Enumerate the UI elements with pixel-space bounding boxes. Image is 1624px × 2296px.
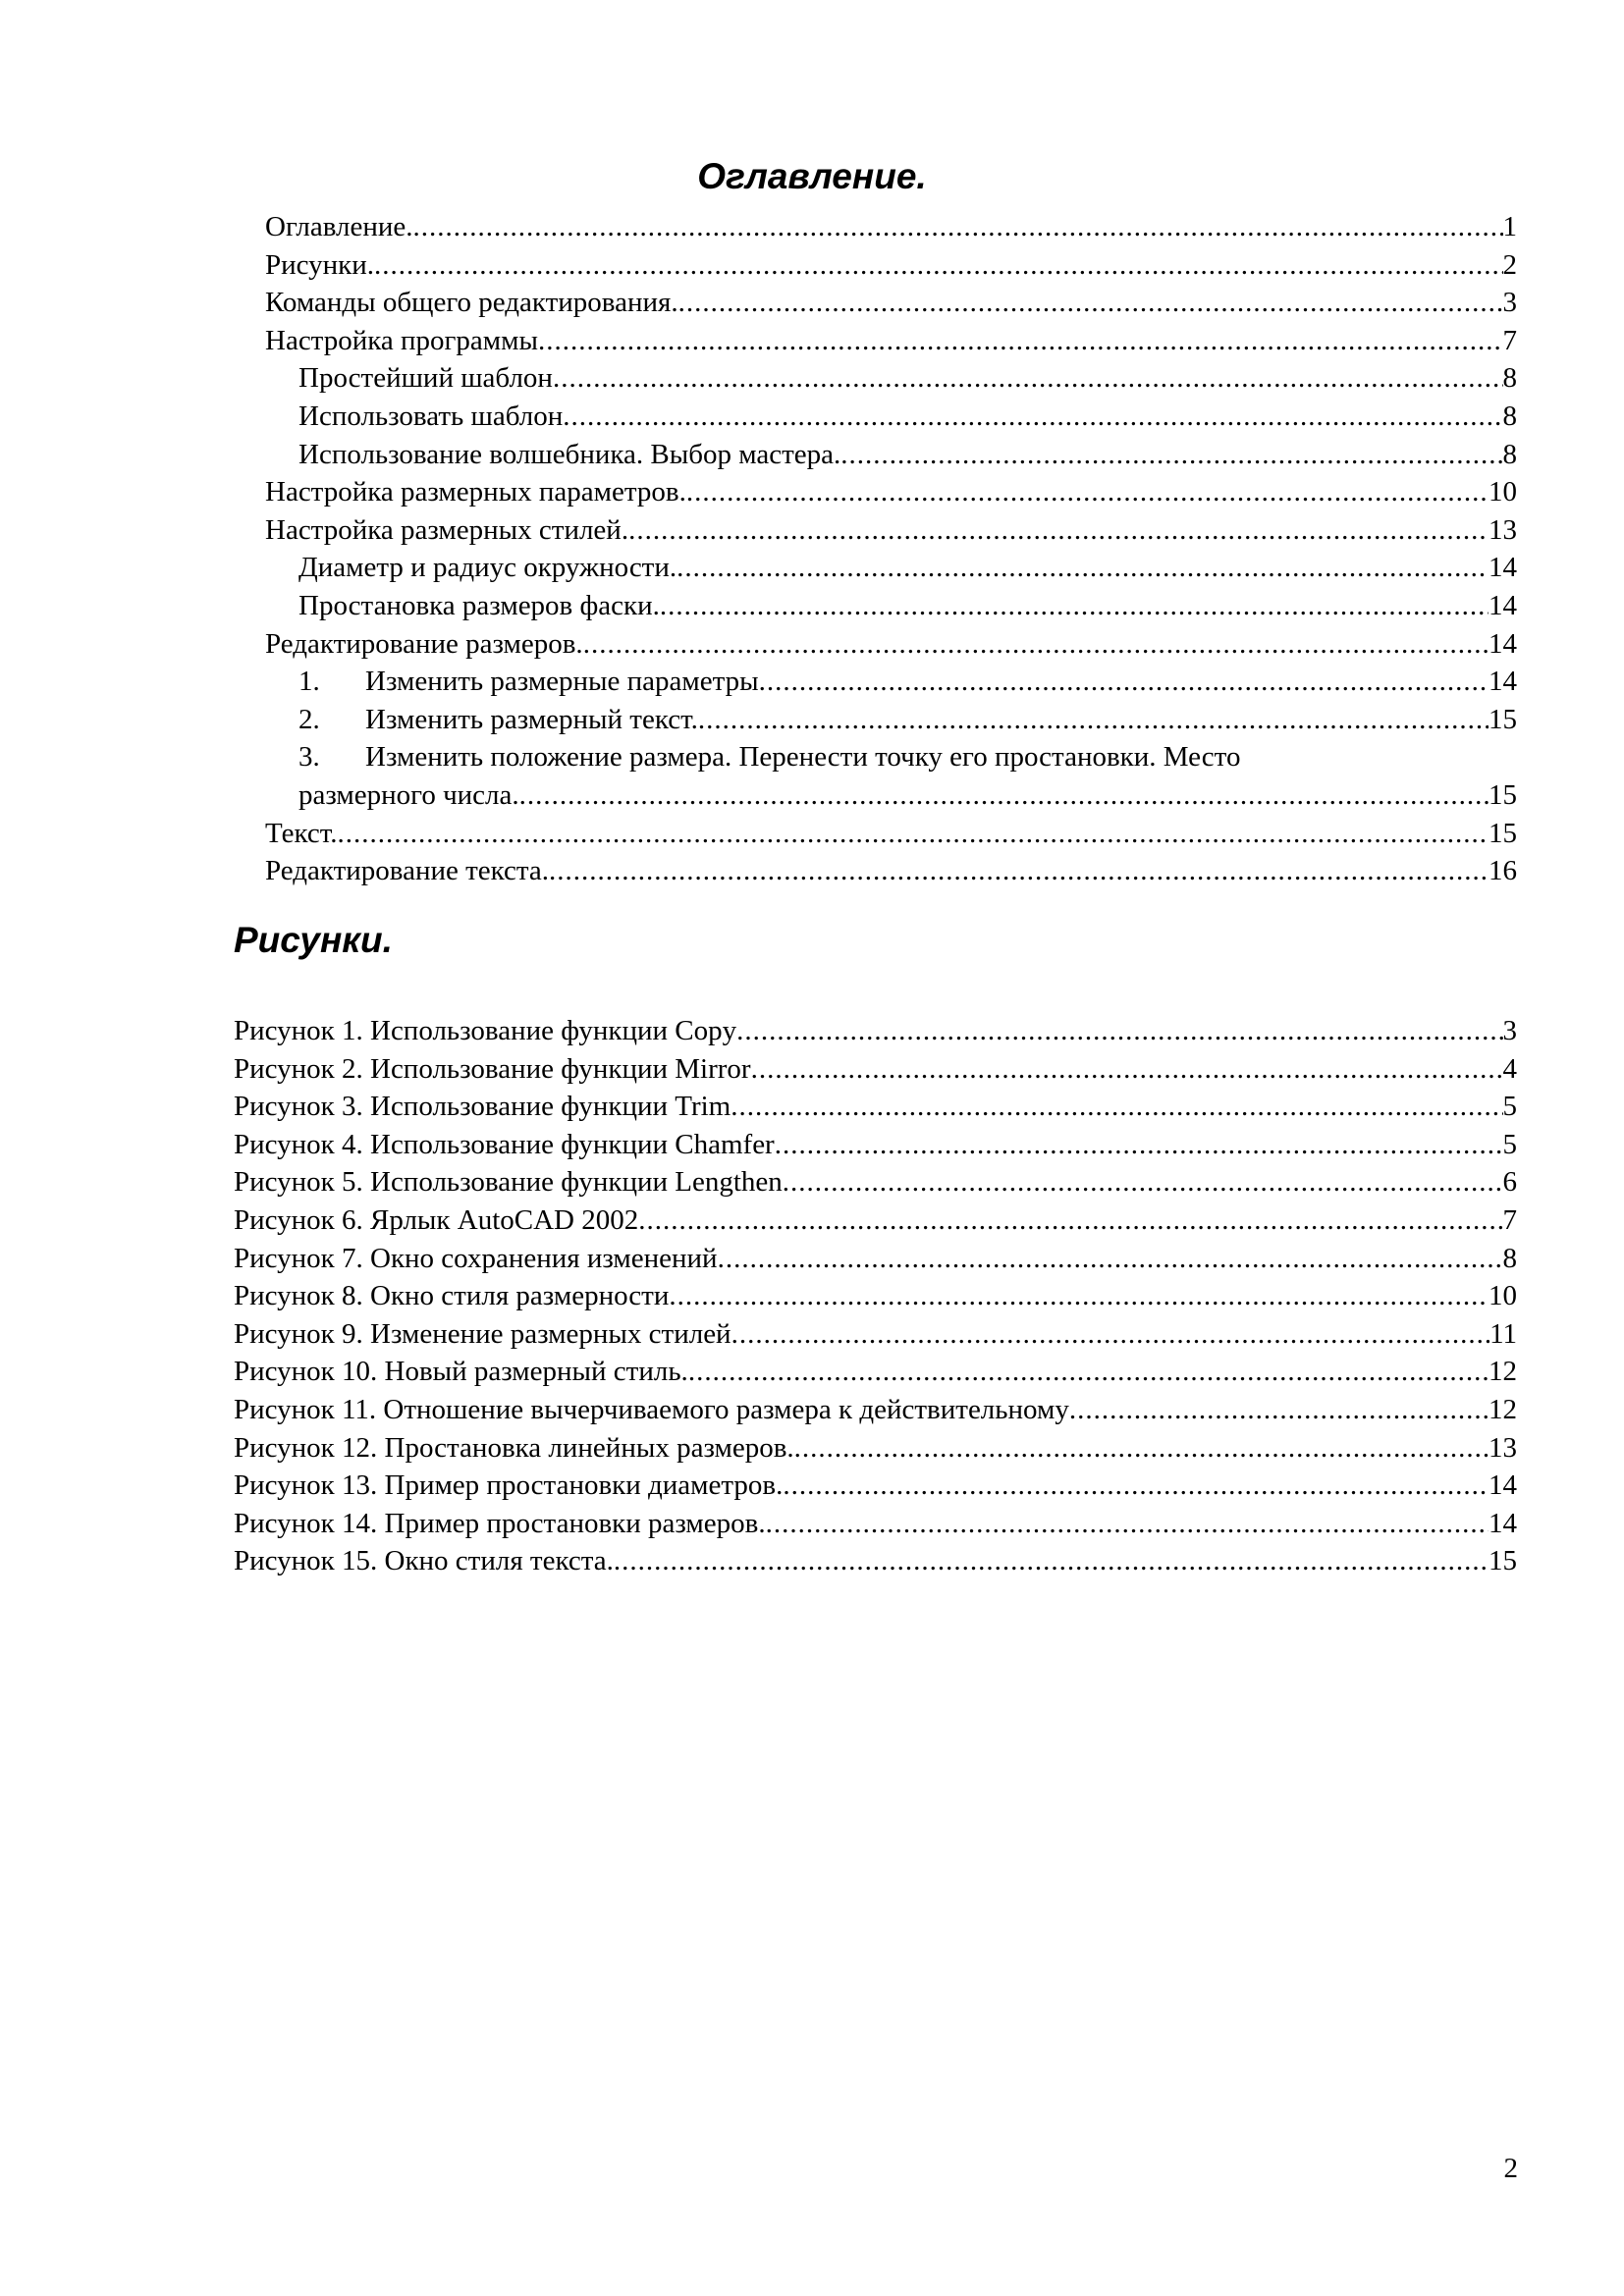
toc-subentry[interactable] [265, 398, 1517, 436]
dot-leader [678, 284, 1503, 322]
toc-entry-text: Текст. [265, 817, 338, 849]
figure-entry-page: 14 [1489, 1469, 1517, 1502]
figure-entry[interactable] [234, 1391, 1517, 1429]
toc-entry-page: 15 [1489, 817, 1517, 849]
dot-leader [736, 1012, 1502, 1050]
dot-leader [688, 1353, 1489, 1391]
toc-entry-page: 14 [1489, 627, 1517, 660]
dot-leader [677, 549, 1489, 587]
figure-entry[interactable] [234, 1542, 1517, 1580]
figure-entry-page: 6 [1502, 1166, 1517, 1199]
toc-entry-page: 14 [1489, 589, 1517, 621]
toc-subentry[interactable] [265, 436, 1517, 474]
toc-entry-page: 1 [1502, 211, 1517, 242]
toc-entry-text: Изменить положение размера. Перенести точку его простановки. Место [365, 741, 1241, 774]
figure-entry-page: 14 [1489, 1507, 1517, 1539]
toc-entry-page: 8 [1502, 362, 1517, 395]
toc-numbered-entry[interactable] [265, 701, 1517, 739]
figure-entry[interactable] [234, 1505, 1517, 1543]
dot-leader [538, 322, 1503, 360]
dot-leader [731, 1315, 1489, 1354]
toc-entry-text: Команды общего редактирования. [265, 287, 678, 319]
dot-leader [840, 436, 1502, 474]
figure-entry[interactable] [234, 1353, 1517, 1391]
dot-leader [553, 359, 1503, 398]
toc-entry-page: 8 [1502, 400, 1517, 432]
toc-entry-text: Диаметр и радиус окружности. [298, 552, 677, 584]
figure-entry-text: Рисунок 10. Новый размерный стиль. [234, 1356, 688, 1388]
toc-entry-text-continued: размерного числа. [298, 778, 519, 811]
dot-leader [413, 208, 1503, 246]
figure-entry-text: Рисунок 2. Использование функции Mirror [234, 1052, 751, 1085]
toc-numbered-entry[interactable] [265, 663, 1517, 701]
dot-leader [794, 1429, 1489, 1468]
dot-leader [549, 852, 1489, 890]
toc-entry-page: 14 [1489, 552, 1517, 584]
figure-entry-page: 12 [1489, 1393, 1517, 1425]
figure-entry-page: 7 [1502, 1203, 1517, 1236]
dot-leader [698, 701, 1489, 739]
toc-entry-text: Редактирование текста. [265, 855, 550, 887]
toc-entry-page: 16 [1489, 855, 1517, 887]
toc-entry-page: 14 [1489, 666, 1517, 698]
toc-entry-number: 1. [298, 666, 320, 698]
dot-leader [783, 1163, 1503, 1201]
toc-entry-page: 7 [1502, 324, 1517, 356]
toc-entry-page: 15 [1489, 778, 1517, 811]
figure-entry[interactable] [234, 1012, 1517, 1050]
figure-entry-page: 8 [1502, 1242, 1517, 1274]
toc-entry-page: 10 [1489, 476, 1517, 508]
toc-entry[interactable] [265, 815, 1517, 853]
toc-entry[interactable] [265, 625, 1517, 664]
toc-entry-text: Настройка размерных параметров. [265, 476, 686, 508]
toc-entry-text: Рисунки. [265, 248, 375, 281]
figure-entry[interactable] [234, 1050, 1517, 1089]
toc-entry[interactable] [265, 473, 1517, 511]
toc-entry[interactable] [265, 208, 1517, 246]
dot-leader [660, 587, 1489, 625]
figure-entry-text: Рисунок 5. Использование функции Lengthen [234, 1166, 783, 1199]
figure-entry[interactable] [234, 1201, 1517, 1240]
dot-leader [783, 1467, 1489, 1505]
toc-entry[interactable] [265, 246, 1517, 285]
toc-entry-text: Редактирование размеров. [265, 627, 583, 660]
figure-entry-text: Рисунок 1. Использование функции Copy [234, 1015, 737, 1046]
dot-leader [751, 1050, 1503, 1089]
toc-entry-page: 13 [1489, 513, 1517, 546]
toc-subentry[interactable] [265, 359, 1517, 398]
figure-entry-page: 11 [1489, 1317, 1517, 1350]
toc-entry-text: Настройка размерных стилей. [265, 513, 629, 546]
figure-entry[interactable] [234, 1126, 1517, 1164]
figure-entry-text: Рисунок 15. Окно стиля текста. [234, 1545, 614, 1577]
dot-leader [1069, 1391, 1489, 1429]
toc-entry-text: Использование волшебника. Выбор мастера. [298, 438, 841, 470]
toc-subentry[interactable] [265, 587, 1517, 625]
figure-entry-page: 5 [1502, 1128, 1517, 1160]
dot-leader [614, 1542, 1489, 1580]
dot-leader [718, 1240, 1503, 1278]
dot-leader [759, 663, 1489, 701]
figure-entry-page: 15 [1489, 1545, 1517, 1577]
toc-entry[interactable] [265, 284, 1517, 322]
toc-numbered-entry[interactable] [265, 738, 1517, 814]
toc-entry-text: Простейший шаблон [298, 362, 553, 395]
dot-leader [628, 511, 1489, 550]
figure-entry-page: 4 [1502, 1052, 1517, 1085]
figure-entry[interactable] [234, 1315, 1517, 1354]
toc-entry-page: 15 [1489, 703, 1517, 735]
figure-entry-page: 10 [1489, 1280, 1517, 1312]
dot-leader [519, 776, 1489, 815]
figure-entry-text: Рисунок 8. Окно стиля размерности [234, 1280, 670, 1312]
toc-subentry[interactable] [265, 549, 1517, 587]
dot-leader [686, 473, 1489, 511]
toc-list [265, 208, 1517, 890]
figure-entry[interactable] [234, 1240, 1517, 1278]
figure-entry[interactable] [234, 1277, 1517, 1315]
figure-entry[interactable] [234, 1429, 1517, 1468]
figure-entry-text: Рисунок 4. Использование функции Chamfer [234, 1128, 775, 1160]
toc-entry-page: 2 [1502, 248, 1517, 281]
figure-entry-page: 3 [1502, 1015, 1517, 1046]
toc-entry[interactable] [265, 511, 1517, 550]
dot-leader [638, 1201, 1502, 1240]
figure-entry-text: Рисунок 13. Пример простановки диаметров. [234, 1469, 784, 1502]
dot-leader [337, 815, 1489, 853]
toc-entry-number: 3. [298, 741, 320, 774]
figures-list [234, 1012, 1517, 1580]
figure-entry-text: Рисунок 3. Использование функции Trim [234, 1091, 731, 1123]
toc-entry-page: 8 [1502, 438, 1517, 470]
figure-entry-text: Рисунок 9. Изменение размерных стилей [234, 1317, 731, 1350]
toc-entry-text: Настройка программы [265, 324, 538, 356]
figure-entry[interactable] [234, 1163, 1517, 1201]
toc-entry-text: Простановка размеров фаски. [298, 589, 660, 621]
toc-entry-text: Изменить размерные параметры [365, 666, 759, 698]
dot-leader [731, 1088, 1502, 1126]
figure-entry-page: 12 [1489, 1356, 1517, 1388]
dot-leader [775, 1126, 1503, 1164]
figure-entry-page: 5 [1502, 1091, 1517, 1123]
toc-heading: Оглавление. [697, 156, 927, 196]
figure-entry-text: Рисунок 7. Окно сохранения изменений [234, 1242, 718, 1274]
figure-entry-text: Рисунок 11. Отношение вычерчиваемого размера к действительному [234, 1393, 1069, 1425]
figure-entry[interactable] [234, 1467, 1517, 1505]
figure-entry-text: Рисунок 6. Ярлык AutoCAD 2002 [234, 1203, 639, 1236]
figure-entry-text: Рисунок 12. Простановка линейных размеров. [234, 1431, 794, 1464]
figures-heading: Рисунки. [234, 920, 393, 960]
dot-leader [766, 1505, 1489, 1543]
dot-leader [563, 398, 1502, 436]
dot-leader [669, 1277, 1489, 1315]
page-number: 2 [1503, 2153, 1518, 2184]
dot-leader [374, 246, 1502, 285]
figure-entry-text: Рисунок 14. Пример простановки размеров. [234, 1507, 766, 1539]
toc-entry[interactable] [265, 322, 1517, 360]
figure-entry[interactable] [234, 1088, 1517, 1126]
toc-entry-text: Использовать шаблон [298, 400, 564, 432]
toc-entry[interactable] [265, 852, 1517, 890]
figure-entry-page: 13 [1489, 1431, 1517, 1464]
dot-leader [583, 625, 1489, 664]
toc-entry-text: Изменить размерный текст. [365, 703, 698, 735]
toc-entry-number: 2. [298, 703, 320, 735]
toc-entry-page: 3 [1502, 287, 1517, 319]
toc-entry-text: Оглавление. [265, 211, 413, 242]
